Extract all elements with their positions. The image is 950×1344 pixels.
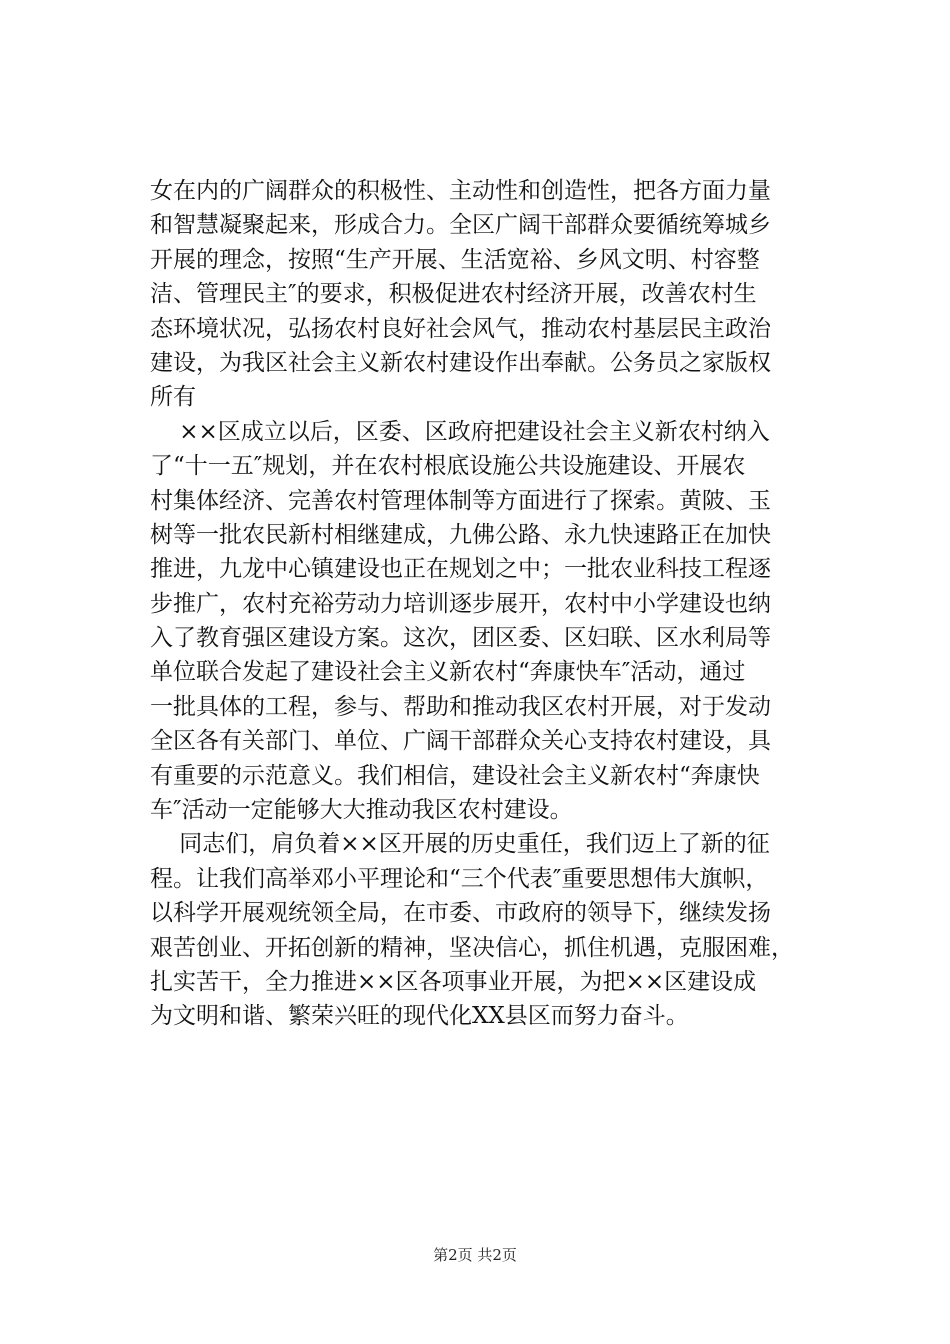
page-footer	[0, 1245, 950, 1265]
text-line: 所有	[150, 384, 196, 411]
page-number: 第2页 共2页	[433, 1246, 517, 1264]
text-line: 开展的理念，按照“生产开展、生活宽裕、乡风文明、村容整	[150, 246, 760, 273]
text-line: 一批具体的工程，参与、帮助和推动我区农村开展，对于发动	[150, 693, 771, 720]
document-body	[150, 174, 810, 1034]
text-line: 树等一批农民新村相继建成，九佛公路、永九快速路正在加快	[150, 521, 771, 548]
text-line: 入了教育强区建设方案。这次，团区委、区妇联、区水利局等	[150, 625, 771, 652]
text-line: 以科学开展观统领全局，在市委、市政府的领导下，继续发扬	[150, 900, 771, 927]
text-line: 洁、管理民主″的要求，积极促进农村经济开展，改善农村生	[150, 281, 757, 308]
text-line: 全区各有关部门、单位、广阔干部群众关心支持农村建设，具	[150, 728, 771, 755]
text-line: 艰苦创业、开拓创新的精神，坚决信心，抓住机遇，克服困难，	[150, 934, 794, 961]
text-line: 为文明和谐、繁荣兴旺的现代化XX县区而努力奋斗。	[150, 1003, 689, 1030]
text-line: 有重要的示范意义。我们相信，建设社会主义新农村“奔康快	[150, 762, 760, 789]
text-line: 建设，为我区社会主义新农村建设作出奉献。公务员之家版权	[150, 349, 771, 376]
text-line: 女在内的广阔群众的积极性、主动性和创造性，把各方面力量	[150, 178, 771, 204]
text-line: 车″活动一定能够大大推动我区农村建设。	[150, 797, 573, 824]
text-line: ××区成立以后，区委、区政府把建设社会主义新农村纳入	[150, 418, 770, 445]
text-line: 同志们，肩负着××区开展的历史重任，我们迈上了新的征	[150, 831, 770, 858]
text-line: 推进，九龙中心镇建设也正在规划之中；一批农业科技工程逐	[150, 556, 771, 583]
text-line: 步推广，农村充裕劳动力培训逐步展开，农村中小学建设也纳	[150, 590, 771, 617]
text-line: 和智慧凝聚起来，形成合力。全区广阔干部群众要循统筹城乡	[150, 212, 771, 239]
text-line: 单位联合发起了建设社会主义新农村“奔康快车″活动，通过	[150, 659, 746, 686]
text-line: 程。让我们高举邓小平理论和“三个代表″重要思想伟大旗帜，	[150, 865, 769, 892]
text-line: 了“十一五″规划，并在农村根底设施公共设施建设、开展农	[150, 453, 746, 480]
text-line: 扎实苦干，全力推进××区各项事业开展，为把××区建设成	[150, 968, 757, 995]
text-line: 态环境状况，弘扬农村良好社会风气，推动农村基层民主政治	[150, 315, 771, 342]
text-line: 村集体经济、完善农村管理体制等方面进行了探索。黄陂、玉	[150, 487, 771, 514]
